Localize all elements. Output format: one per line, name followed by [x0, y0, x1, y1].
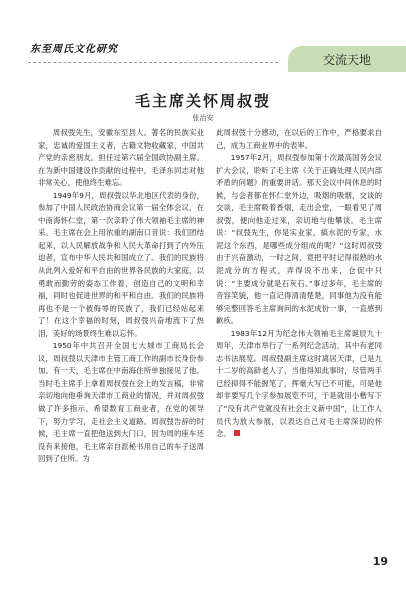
paragraph: 1950年中共召开全国七大城市工商局长会议，周叔弢以天津市主管工商工作的副市长身份参加。有一天，毛主席在中南海住所单独接见了他，当时毛主席手上拿着周叔弢在会上的发言稿，非常亲切地向他垂询天津市工商业的情况，并对周叔弢做了许多指示，希望数育工商业者，在党的领导下，努力学习，走社会主义道路。周叔弢告辞的时候，毛主席一直把他送到大门口，因为周的座车还没有来接他，毛主席亲自派秘书用自己的车子送周回到了住所。为 [38, 341, 204, 464]
article-column-right [216, 127, 382, 441]
article-title: 毛主席关怀周叔弢 [134, 92, 271, 110]
end-mark-icon [234, 430, 240, 436]
header-divider [28, 62, 278, 63]
paragraph: 1957年2月，周叔弢参加第十次最高国务会议扩大会议，聆听了毛主席《关于正确处理人民内部矛盾的问题》的重要讲话。那天会议中间休息的时候，与会者都在怀仁堂外边，吸烟的吸烟，交谈的交谈，毛主席吸着香烟，走出会堂，一眼看见了周叔弢，便向他走过来，亲切地与他攀谈。毛主席说：“叔弢先生，你是实业家，搞水泥的专家，水泥这个东西，是哪些成分组成的呢？”这时周叔弢由于兴奋激动，一时之间，竟把平时记得很熟的水泥成分的方程式，弄得说不出来，仓促中只说：“主要成分就是石灰石。”事过多年，毛主席的音容笑貌，他一直记得清清楚楚，同事他为没有能够完整回答毛主席询问的水泥成份一事，一直感到歉疚。 [216, 153, 382, 326]
paragraph: 1949年9月，周叔弢以华北地区代表的身份，参加了中国人民政治协商会议第一届全体会议，在中南海怀仁堂，第一次亲聆了伟大领袖毛主席的神采。毛主席在会上用浓重的湖南口音说：我们团结起来，以人民解放战争和人民大革命打到了内外压迫者，宣布中华人民共和国成立了。我们的民族将从此列入爱好和平自由的世界各民族的大家庭，以勇敢而勤劳的姿态工作着，创造自己的文明和幸福，同时也促进世界的和平和自由。我们的民族将再也不是一个被侮辱的民族了，我们已经站起来了！在这个幸福的时刻，周叔弢兴奋地流下了热泪，美好的场景终生难以忘怀。 [38, 190, 204, 338]
paragraph-text: 1983年12月为纪念伟大领袖毛主席诞辰九十周年，天津市举行了一系列纪念活动，其中有老同志书法展览。周叔弢副主席这时离居天津，已是九十二岁的高龄老人了，当他得知此事时，尽管两手已经抑得不能握笔了，挥毫大写已不可能，可是他却非要写几个字参加展览不可，于是就用小楷写下了“没有共产党就没有社会主义新中国”，让工作人员代为放大参展，以表达自己对毛主席深切的怀念。 [216, 328, 382, 439]
section-tab-label: 交流天地 [322, 52, 371, 67]
paragraph: 周叔弢先生，安徽东至县人。著名的民族实业家，忠诚的爱国主义者，古籍文物收藏家，中国共产党的亲密朋友。担任过第六届全国政协副主席。在为新中国建设作贡献的过程中，毛泽东同志对他非常关心，使他终生难忘。 [38, 128, 204, 188]
article-author: 张治安 [192, 114, 214, 122]
journal-name: 东至周氏文化研究 [30, 44, 118, 55]
paragraph: 此周叔弢十分感动，在以后的工作中，严格要求自己，成为工商业界中的表率。 [216, 128, 382, 150]
section-tab [288, 46, 406, 72]
article-column-left [38, 127, 204, 466]
page-number: 19 [372, 555, 388, 568]
paragraph-last [216, 328, 382, 441]
